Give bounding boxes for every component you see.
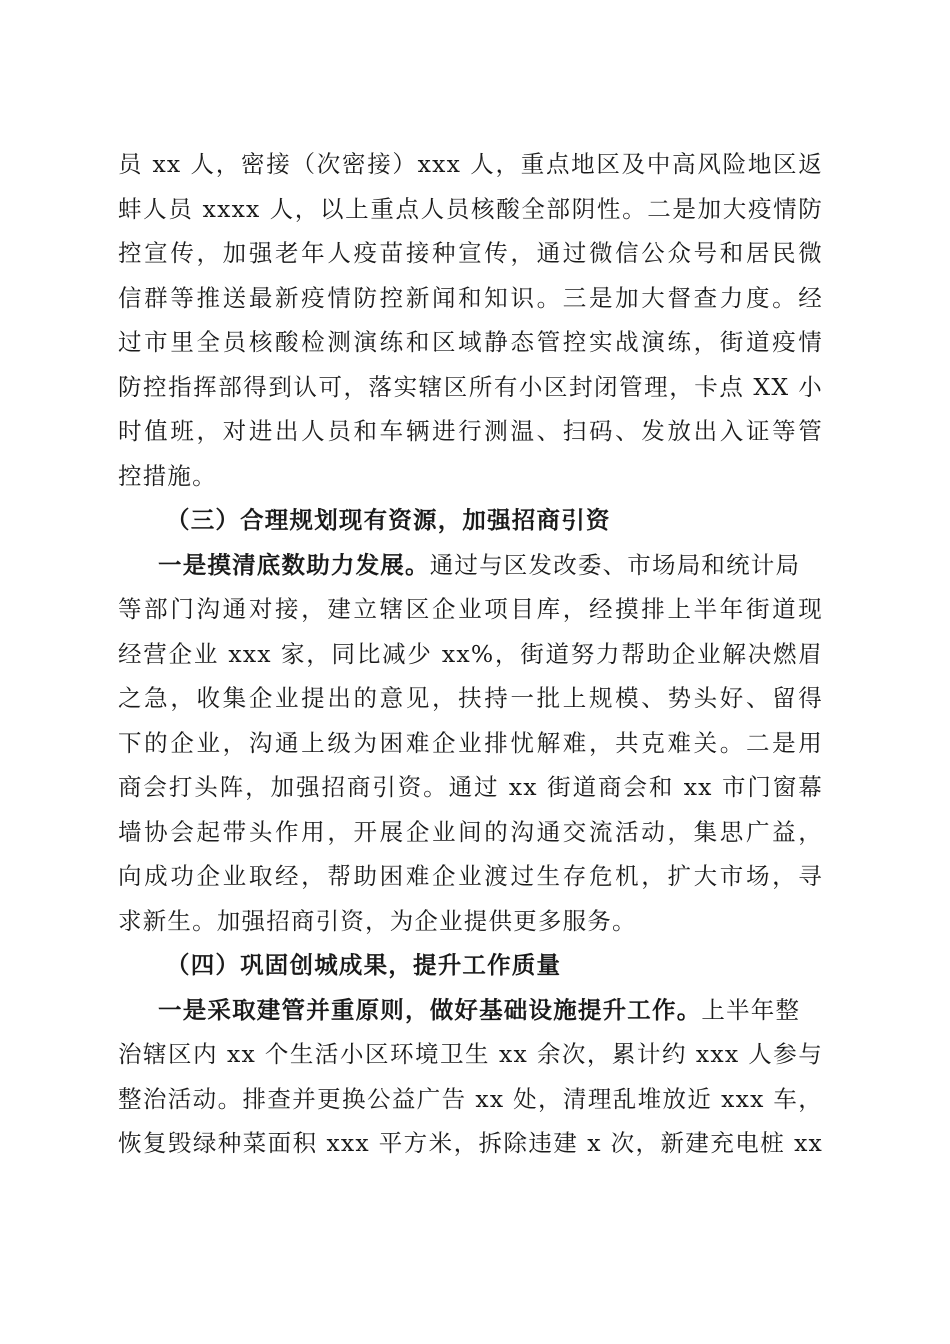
lead-sentence: 一是采取建管并重原则，做好基础设施提升工作。: [158, 995, 702, 1024]
lead-sentence: 一是摸清底数助力发展。: [158, 550, 430, 579]
paragraph-line: 向成功企业取经，帮助困难企业渡过生存危机，扩大市场，寻: [118, 862, 823, 890]
paragraph-line: 蚌人员 xxxx 人，以上重点人员核酸全部阴性。二是加大疫情防: [118, 194, 823, 223]
paragraph-line: 整治活动。排查并更换公益广告 xx 处，清理乱堆放近 xxx 车，: [118, 1084, 823, 1113]
paragraph-text: 通过与区发改委、市场局和统计局: [429, 550, 801, 579]
paragraph-line: 信群等推送最新疫情防控新闻和知识。三是加大督查力度。经: [118, 283, 823, 312]
paragraph-line: 下的企业，沟通上级为困难企业排忧解难，共克难关。二是用: [118, 728, 823, 757]
paragraph-line: 防控指挥部得到认可，落实辖区所有小区封闭管理，卡点 XX 小: [118, 372, 823, 401]
paragraph-first-line: [118, 988, 823, 1033]
paragraph-line: 时值班，对进出人员和车辆进行测温、扫码、发放出入证等管: [118, 417, 823, 445]
paragraph-line: 控措施。: [118, 461, 217, 490]
paragraph-line: 过市里全员核酸检测演练和区域静态管控实战演练，街道疫情: [118, 328, 823, 356]
section-heading-3: （三）合理规划现有资源，加强招商引资: [166, 506, 611, 534]
paragraph-line: 之急，收集企业提出的意见，扶持一批上规模、势头好、留得: [118, 684, 823, 712]
paragraph-line: 恢复毁绿种菜面积 xxx 平方米，拆除违建 x 次，新建充电桩 xx: [118, 1129, 823, 1157]
paragraph-line: 求新生。加强招商引资，为企业提供更多服务。: [118, 906, 637, 935]
section-heading-4: （四）巩固创城成果，提升工作质量: [166, 951, 562, 979]
paragraph-first-line: [118, 543, 823, 588]
paragraph-line: 经营企业 xxx 家，同比减少 xx%，街道努力帮助企业解决燃眉: [118, 639, 823, 668]
paragraph-line: 控宣传，加强老年人疫苗接种宣传，通过微信公众号和居民微: [118, 239, 823, 267]
paragraph-line: 墙协会起带头作用，开展企业间的沟通交流活动，集思广益，: [118, 817, 823, 846]
paragraph-line: 等部门沟通对接，建立辖区企业项目库，经摸排上半年街道现: [118, 595, 823, 623]
document-body: [118, 142, 823, 1166]
paragraph-line: 治辖区内 xx 个生活小区环境卫生 xx 余次，累计约 xxx 人参与: [118, 1040, 823, 1068]
paragraph-line: 商会打头阵，加强招商引资。通过 xx 街道商会和 xx 市门窗幕: [118, 773, 823, 801]
paragraph-text: 上半年整: [701, 995, 801, 1024]
paragraph-line: 员 xx 人，密接（次密接）xxx 人，重点地区及中高风险地区返: [118, 150, 823, 178]
